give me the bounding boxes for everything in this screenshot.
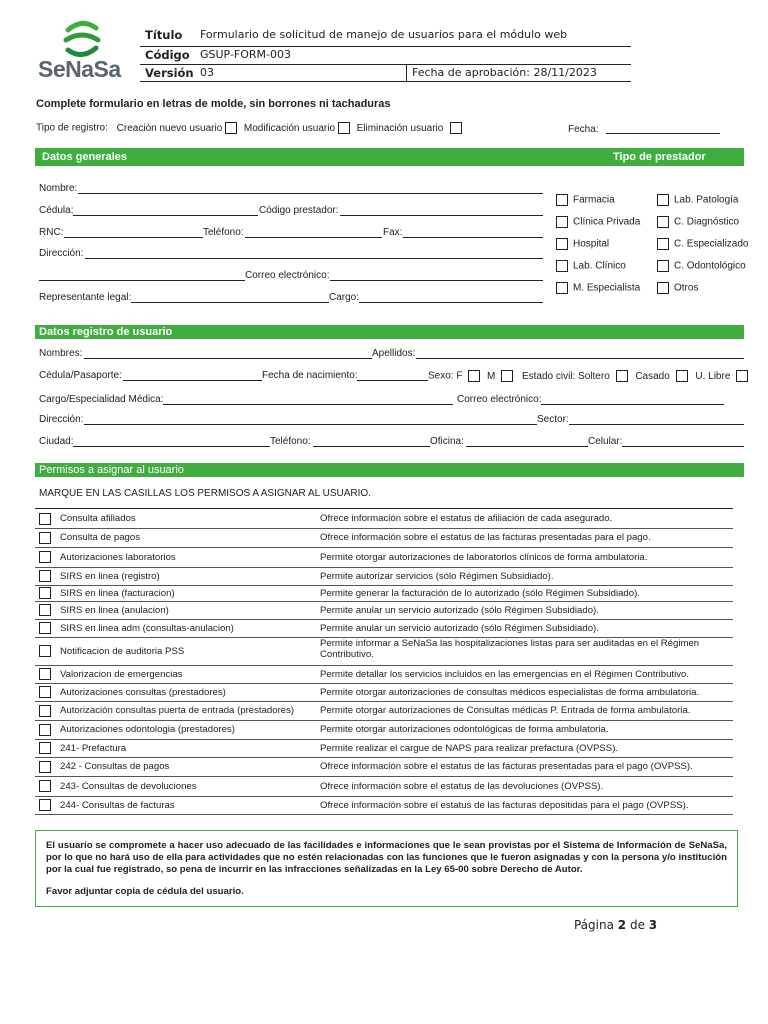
rnc-label: RNC: — [39, 227, 64, 238]
header-rule-1 — [140, 46, 631, 47]
header-rule-3 — [140, 81, 631, 82]
prestador-lab-patologia[interactable] — [657, 194, 739, 206]
permiso-row — [35, 585, 733, 602]
u-libre-label: U. Libre — [695, 370, 731, 382]
permisos-header — [35, 463, 744, 477]
celular-label: Celular: — [588, 436, 623, 447]
version-value: 03 — [200, 66, 214, 79]
datos-usuario-header — [35, 325, 744, 339]
prestador-farmacia[interactable] — [556, 194, 615, 206]
tipo-registro-label: Tipo de registro: — [36, 122, 108, 134]
page-prefix: Página — [574, 918, 618, 932]
datos-generales-header — [35, 148, 744, 166]
permiso-name: Autorizaciones odontologia (prestadores) — [60, 724, 235, 735]
permiso-checkbox[interactable] — [39, 645, 51, 657]
permiso-name: 242 - Consultas de pagos — [60, 761, 170, 772]
option-modificacion-label: Modificación usuario — [243, 122, 336, 134]
page-current: 2 — [617, 918, 627, 932]
permiso-checkbox[interactable] — [39, 668, 51, 680]
prestador-c-diagnostico[interactable] — [657, 216, 739, 228]
prestador-label: C. Diagnóstico — [674, 216, 740, 228]
prestador-checkbox[interactable] — [657, 238, 669, 250]
celular-field[interactable] — [622, 446, 744, 447]
permiso-checkbox[interactable] — [39, 780, 51, 792]
fax-label: Fax: — [383, 227, 403, 238]
sexo-row — [428, 370, 748, 382]
permisos-title: Permisos a asignar al usuario — [39, 464, 184, 476]
permiso-checkbox[interactable] — [39, 570, 51, 582]
permiso-description: Permite generar la facturación de lo autorizado (sólo Régimen Subsidiado). — [320, 587, 640, 599]
representante-label: Representante legal: — [39, 292, 132, 303]
prestador-label: Hospital — [573, 238, 610, 250]
prestador-checkbox[interactable] — [657, 216, 669, 228]
rnc-field[interactable] — [64, 237, 203, 238]
prestador-label: C. Odontológico — [674, 260, 746, 272]
prestador-label: Lab. Clínico — [573, 260, 626, 272]
version-label: Versión — [145, 66, 194, 80]
permiso-checkbox[interactable] — [39, 587, 51, 599]
permiso-description: Permite informar a SeNaSa las hospitalizaciones listas para ser auditadas en el Régimen Contributivo. — [320, 638, 700, 660]
nombres-field[interactable] — [84, 358, 372, 359]
telefono-field[interactable] — [245, 237, 382, 238]
permiso-description: Permite anular un servicio autorizado (sólo Régimen Subsidiado). — [320, 622, 599, 634]
correo-usuario-field[interactable] — [541, 404, 724, 405]
permiso-row — [35, 547, 733, 568]
permiso-description: Permite otorgar autorizaciones de Consultas médicas P. Entrada de forma ambulatoria. — [320, 705, 691, 716]
prestador-clinica-privada[interactable] — [556, 216, 640, 228]
estado-civil-label: Estado civil: Soltero — [521, 370, 610, 382]
permiso-row — [35, 796, 733, 815]
cedula-label: Cédula: — [39, 205, 74, 216]
permiso-description: Ofrece información sobre el estatus de las devoluciones (OVPSS). — [320, 780, 604, 792]
permiso-description: Ofrece información sobre el estatus de las facturas presentadas para el pago. — [320, 532, 651, 543]
permiso-name: Consulta de pagos — [60, 532, 141, 543]
permiso-checkbox[interactable] — [39, 724, 51, 736]
permiso-checkbox[interactable] — [39, 686, 51, 698]
codigo-prestador-field[interactable] — [340, 215, 543, 216]
permiso-name: Consulta afiliados — [60, 513, 136, 524]
apellidos-field[interactable] — [416, 358, 744, 359]
soltero-checkbox[interactable] — [616, 370, 628, 382]
permiso-row — [35, 665, 733, 684]
permiso-row — [35, 567, 733, 586]
permiso-checkbox[interactable] — [39, 604, 51, 616]
direccion-label: Dirección: — [39, 248, 84, 259]
ciudad-field[interactable] — [73, 446, 270, 447]
datos-generales-title: Datos generales — [42, 151, 127, 163]
instructions: Complete formulario en letras de molde, sin borrones ni tachaduras — [36, 98, 391, 110]
permiso-checkbox[interactable] — [39, 799, 51, 811]
compromiso-text: El usuario se compromete a hacer uso adecuado de las facilidades e informaciones que le sean provistas por el Sistema de Información de SeNaSa, por lo que no hará uso de ella para actividades que no estén relacionadas con las funciones que le fueron asignadas y con la persona y/o institución por la cual fue registrado, so pena de incurrir en las infracciones señalizadas en la Ley 65-00 sobre Derecho de Autor. — [46, 840, 727, 875]
cedula-pasaporte-label: Cédula/Pasaporte: — [39, 370, 122, 381]
nombre-label: Nombre: — [39, 183, 78, 194]
prestador-label: Lab. Patología — [674, 194, 739, 206]
correo-general-field[interactable] — [330, 280, 543, 281]
permiso-row — [35, 739, 733, 758]
casado-label: Casado — [635, 370, 670, 382]
telefono-usuario-field[interactable] — [313, 446, 430, 447]
sexo-f-checkbox[interactable] — [468, 370, 480, 382]
titulo-label: Título — [145, 28, 183, 42]
prestador-c-odontologico[interactable] — [657, 260, 746, 272]
sector-field[interactable] — [569, 424, 744, 425]
permiso-description: Permite realizar el cargue de NAPS para realizar prefactura (OVPSS). — [320, 742, 619, 754]
permiso-row — [35, 619, 733, 638]
permiso-row — [35, 683, 733, 702]
permiso-row — [35, 701, 733, 721]
prestador-otros[interactable] — [657, 282, 698, 294]
permiso-name: 244- Consultas de facturas — [60, 799, 175, 811]
correo-general-label: Correo electrónico: — [245, 270, 330, 281]
fecha-aprobacion: Fecha de aprobación: 28/11/2023 — [412, 66, 597, 79]
direccion-usuario-field[interactable] — [84, 424, 537, 425]
permiso-description: Permite autorizar servicios (sólo Régimen Subsidiado). — [320, 570, 554, 582]
permisos-instruction: MARQUE EN LAS CASILLAS LOS PERMISOS A ASIGNAR AL USUARIO. — [39, 488, 371, 499]
codigo-value: GSUP-FORM-003 — [200, 48, 292, 61]
representante-field[interactable] — [131, 302, 329, 303]
logo-text: SeNaSa — [38, 56, 121, 82]
prestador-label: Farmacia — [573, 194, 615, 206]
prestador-hospital[interactable] — [556, 238, 609, 250]
permiso-description: Permite otorgar autorizaciones de laboratorios clínicos de forma ambulatoria. — [320, 551, 648, 563]
fax-field[interactable] — [403, 237, 543, 238]
cargo-field[interactable] — [359, 302, 543, 303]
permiso-row — [35, 637, 733, 666]
header-rule-2 — [140, 64, 631, 65]
permiso-description: Permite detallar los servicios incluidos en las emergencias en el Régimen Contributivo. — [320, 668, 689, 680]
telefono-usuario-label: Teléfono: — [270, 436, 311, 447]
titulo-value: Formulario de solicitud de manejo de usuarios para el módulo web — [200, 28, 568, 41]
prestador-checkbox[interactable] — [556, 216, 568, 228]
tipo-prestador-title: Tipo de prestador — [613, 151, 706, 163]
prestador-checkbox[interactable] — [556, 260, 568, 272]
permiso-description: Permite anular un servicio autorizado (sólo Régimen Subsidiado). — [320, 604, 599, 616]
nombres-label: Nombres: — [39, 348, 83, 359]
copia-cedula-note: Favor adjuntar copia de cédula del usuario. — [46, 886, 244, 897]
prestador-m-especialista[interactable] — [556, 282, 640, 294]
apellidos-label: Apellidos: — [372, 348, 416, 359]
permiso-row — [35, 509, 733, 529]
u-libre-checkbox[interactable] — [736, 370, 748, 382]
compromiso-box — [35, 830, 738, 907]
cargo-especialidad-field[interactable] — [163, 404, 453, 405]
senasa-logo — [38, 20, 128, 84]
permiso-name: 243- Consultas de devoluciones — [60, 780, 197, 792]
correo-usuario-label: Correo electrónico: — [457, 394, 542, 405]
permiso-description: Permite otorgar autorizaciones odontológicas de forma ambulatoria. — [320, 724, 609, 735]
cargo-label: Cargo: — [329, 292, 360, 303]
prestador-checkbox[interactable] — [657, 282, 669, 294]
prestador-label: Otros — [674, 282, 699, 294]
permiso-row — [35, 776, 733, 797]
permiso-name: Notificacion de auditoria PSS — [60, 645, 185, 657]
direccion-field-2[interactable] — [39, 280, 245, 281]
permiso-checkbox[interactable] — [39, 742, 51, 754]
prestador-checkbox[interactable] — [556, 194, 568, 206]
prestador-checkbox[interactable] — [556, 282, 568, 294]
permiso-name: SIRS en linea adm (consultas-anulacion) — [60, 622, 234, 634]
prestador-label: Clínica Privada — [573, 216, 641, 228]
cedula-pasaporte-field[interactable] — [123, 380, 262, 381]
prestador-label: C. Especializado — [674, 238, 749, 250]
permiso-name: Autorizaciones laboratorios — [60, 551, 176, 563]
permiso-description: Permite otorgar autorizaciones de consultas médicos especialistas de forma ambulatoria. — [320, 686, 700, 698]
telefono-label: Teléfono: — [203, 227, 244, 238]
tipo-registro-row — [36, 122, 462, 134]
prestador-c-especializado[interactable] — [657, 238, 748, 250]
codigo-label: Código — [145, 48, 190, 62]
permiso-checkbox[interactable] — [39, 705, 51, 717]
permiso-row — [35, 720, 733, 740]
permiso-name: Autorizaciones consultas (prestadores) — [60, 686, 226, 698]
prestador-checkbox[interactable] — [556, 238, 568, 250]
permiso-checkbox[interactable] — [39, 513, 51, 525]
prestador-lab-clinico[interactable] — [556, 260, 626, 272]
fecha-field[interactable] — [606, 133, 720, 134]
permiso-checkbox[interactable] — [39, 622, 51, 634]
oficina-label: Oficina: — [430, 436, 464, 447]
fecha-label: Fecha: — [568, 124, 599, 135]
permiso-name: Valorizacion de emergencias — [60, 668, 183, 680]
fecha-nacimiento-field[interactable] — [357, 380, 428, 381]
direccion-field[interactable] — [85, 258, 543, 259]
page-middle: de — [626, 918, 649, 932]
cedula-field[interactable] — [73, 215, 258, 216]
oficina-field[interactable] — [466, 446, 588, 447]
senasa-logo-mark — [62, 20, 102, 58]
permiso-name: SIRS en linea (registro) — [60, 570, 160, 582]
sexo-m-label: M — [487, 370, 496, 382]
prestador-label: M. Especialista — [573, 282, 641, 294]
cargo-especialidad-label: Cargo/Especialidad Médica: — [39, 394, 164, 405]
permiso-row — [35, 757, 733, 777]
nombre-field[interactable] — [78, 193, 543, 194]
option-eliminacion-label: Eliminación usuario — [356, 122, 444, 134]
permiso-checkbox[interactable] — [39, 551, 51, 563]
prestador-checkbox[interactable] — [657, 194, 669, 206]
sexo-f-label: Sexo: F — [428, 370, 463, 382]
permiso-name: Autorización consultas puerta de entrada (prestadores) — [60, 705, 295, 716]
datos-usuario-title: Datos registro de usuario — [39, 326, 173, 338]
casado-checkbox[interactable] — [676, 370, 688, 382]
permiso-checkbox[interactable] — [39, 761, 51, 773]
header-divider — [406, 64, 407, 81]
option-modificacion-checkbox[interactable] — [338, 122, 350, 134]
fecha-nacimiento-label: Fecha de nacimiento: — [262, 370, 358, 381]
permiso-row — [35, 528, 733, 548]
permiso-checkbox[interactable] — [39, 532, 51, 544]
sexo-m-checkbox[interactable] — [501, 370, 513, 382]
option-creacion-label: Creación nuevo usuario — [116, 122, 223, 134]
prestador-checkbox[interactable] — [657, 260, 669, 272]
page-number — [574, 918, 657, 932]
direccion-usuario-label: Dirección: — [39, 414, 84, 425]
permiso-name: SIRS en linea (facturacion) — [60, 587, 175, 599]
ciudad-label: Ciudad: — [39, 436, 74, 447]
codigo-prestador-label: Código prestador: — [259, 205, 339, 216]
page-total: 3 — [648, 918, 658, 932]
option-creacion-checkbox[interactable] — [225, 122, 237, 134]
option-eliminacion-checkbox[interactable] — [450, 122, 462, 134]
sector-label: Sector: — [537, 414, 569, 425]
permiso-row — [35, 601, 733, 620]
permiso-description: Ofrece información sobre el estatus de las facturas depositidas para el pago (OVPSS). — [320, 799, 689, 811]
permiso-name: 241- Prefactura — [60, 742, 127, 754]
permiso-name: SIRS en linea (anulacion) — [60, 604, 169, 616]
permiso-description: Ofrece información sobre el estatus de afiliación de cada asegurado. — [320, 513, 613, 524]
permiso-description: Ofrece información sobre el estatus de las facturas presentadas para el pago (OVPSS). — [320, 761, 693, 772]
